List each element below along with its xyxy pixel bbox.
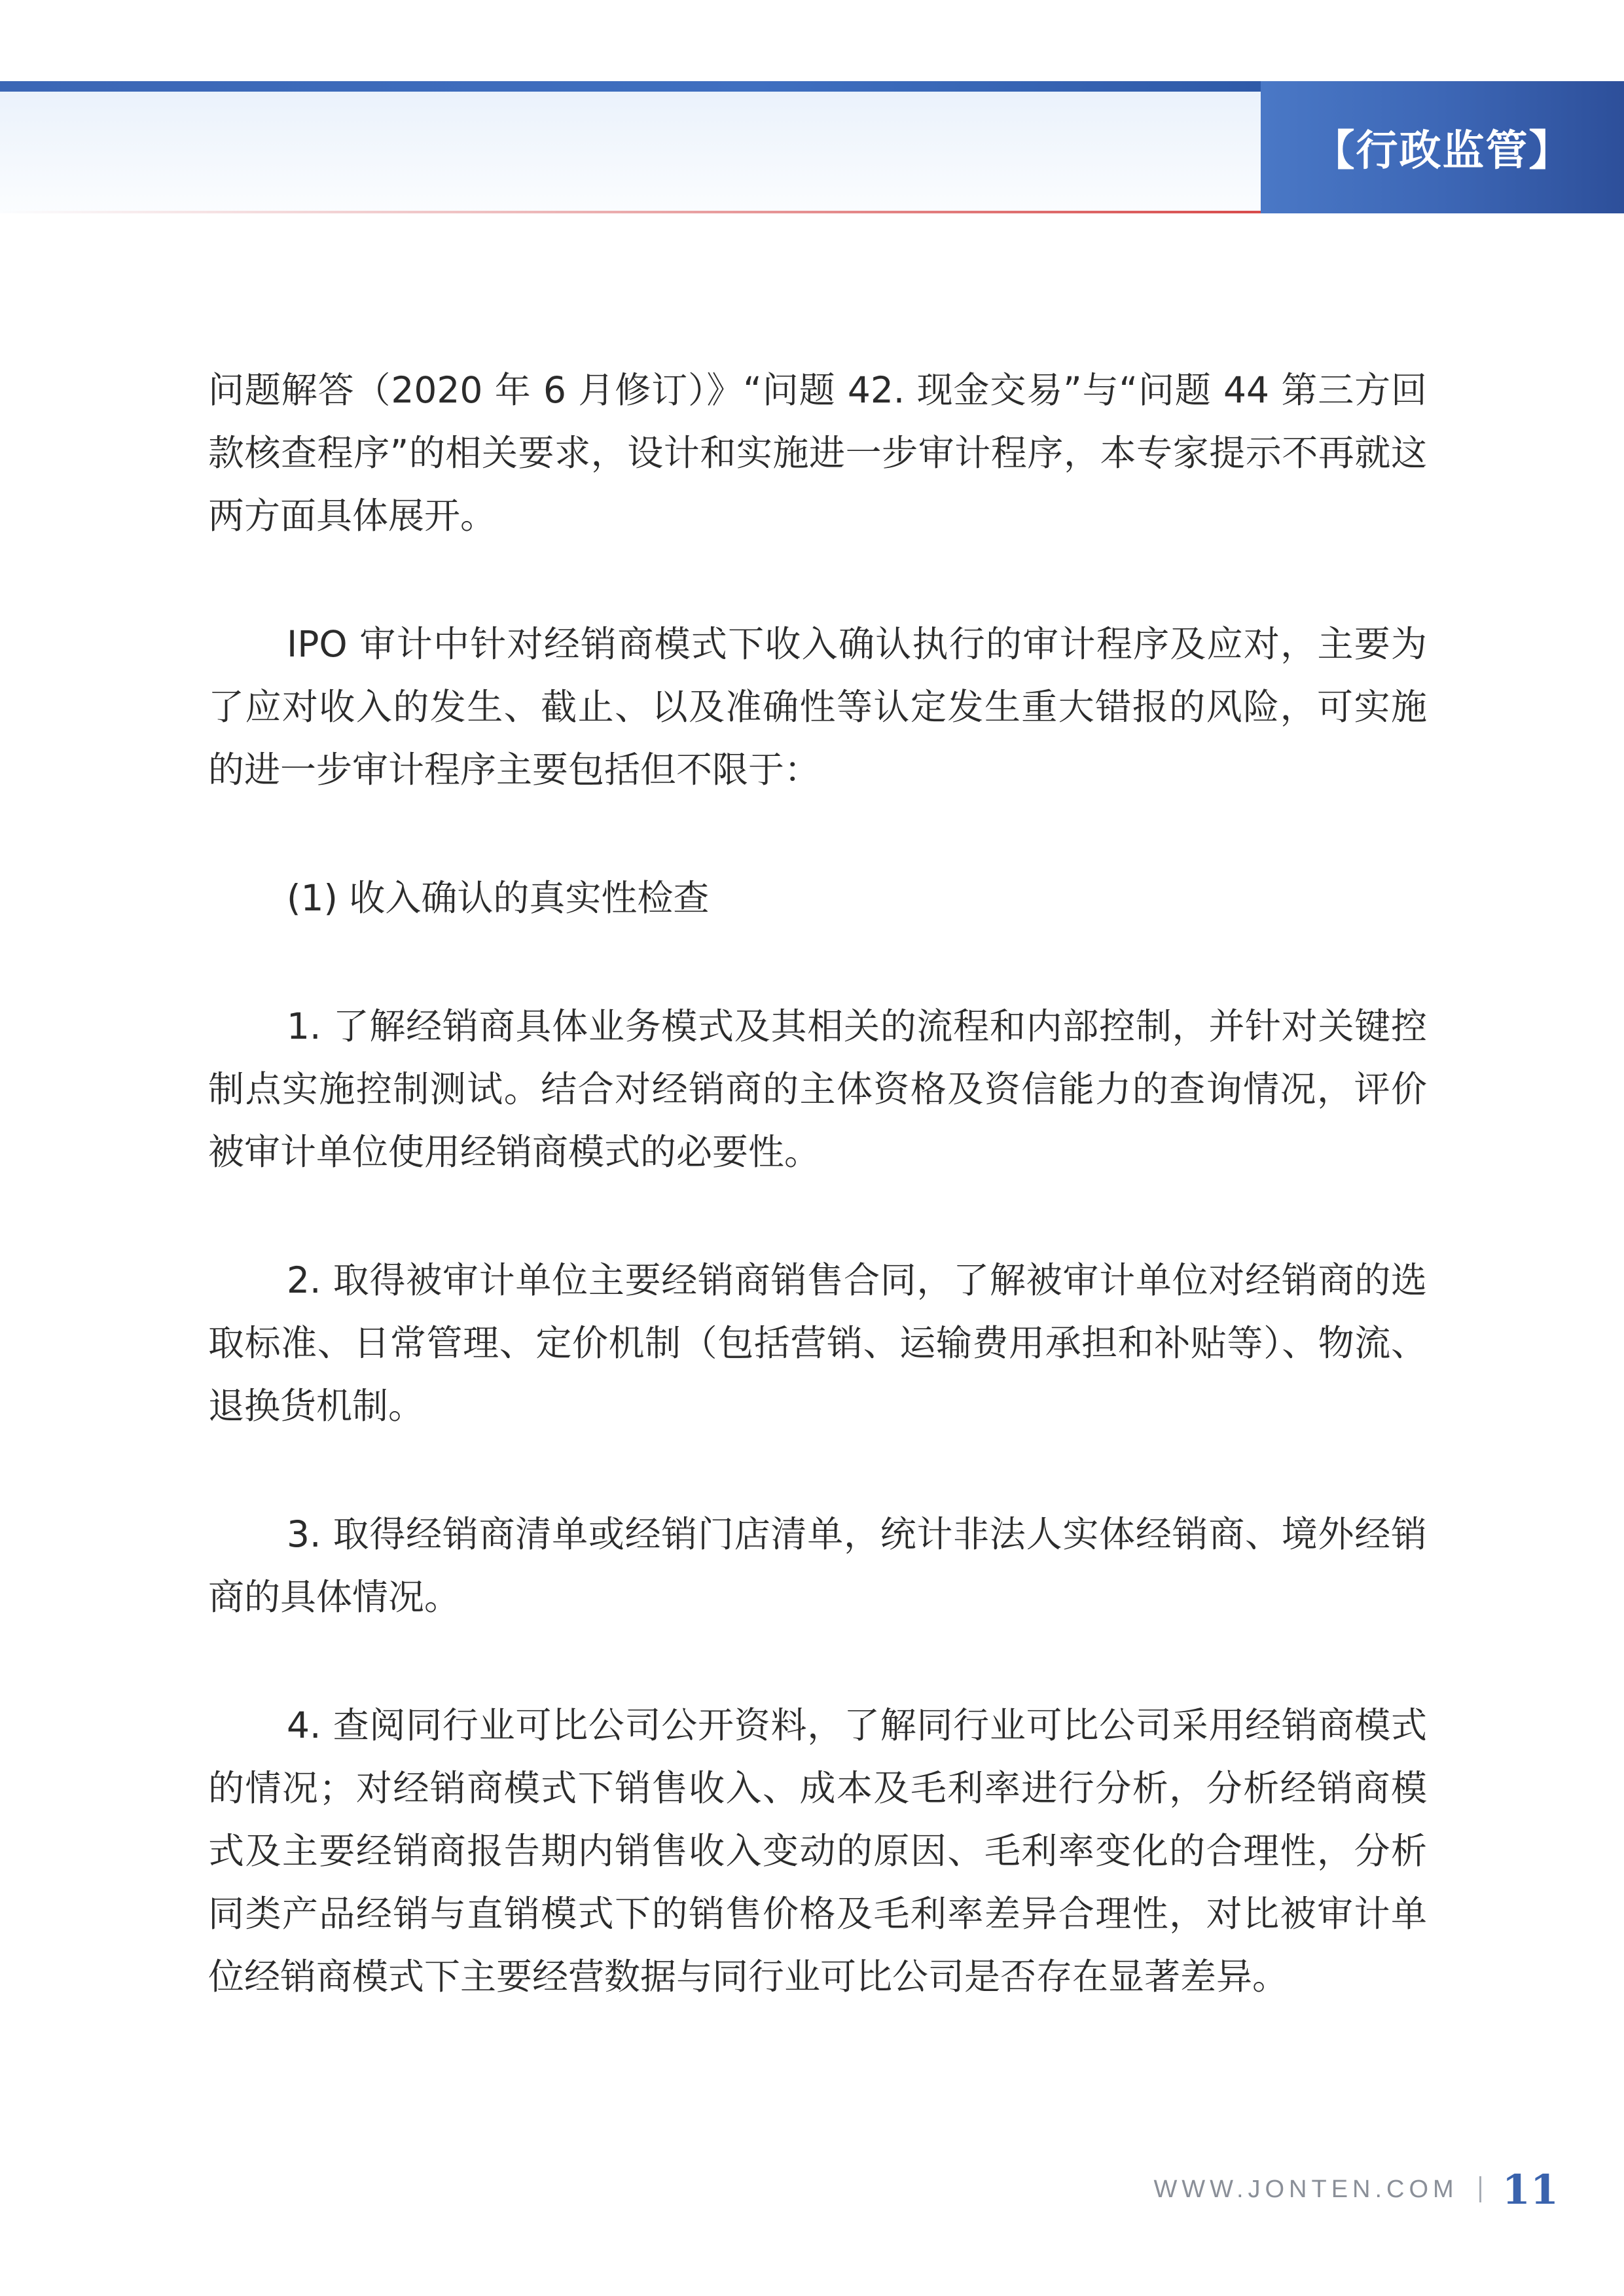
page-footer <box>1153 2160 1559 2219</box>
paragraph-intro: IPO 审计中针对经销商模式下收入确认执行的审计程序及应对，主要为了应对收入的发生、截止、以及准确性等认定发生重大错报的风险，可实施的进一步审计程序主要包括但不限于： <box>208 623 1427 791</box>
section-tag-label: 【行政监管】 <box>1312 127 1572 175</box>
page-number: 11 <box>1502 2165 1559 2214</box>
footer-divider <box>1479 2176 1481 2202</box>
footer-website: WWW.JONTEN.COM <box>1153 2175 1458 2203</box>
paragraph-item-1: 1. 了解经销商具体业务模式及其相关的流程和内部控制，并针对关键控制点实施控制测试。结合对经销商的主体资格及资信能力的查询情况，评价被审计单位使用经销商模式的必要性。 <box>208 1005 1427 1173</box>
article-body <box>208 359 1427 2073</box>
paragraph-continued: 问题解答（2020 年 6 月修订）》“问题 42. 现金交易”与“问题 44 第三方回款核查程序”的相关要求，设计和实施进一步审计程序，本专家提示不再就这两方面具体展开。 <box>208 369 1427 537</box>
subheading-authenticity-check: (1) 收入确认的真实性检查 <box>287 877 710 919</box>
paragraph-item-3: 3. 取得经销商清单或经销门店清单，统计非法人实体经销商、境外经销商的具体情况。 <box>208 1513 1427 1618</box>
paragraph-item-4: 4. 查阅同行业可比公司公开资料，了解同行业可比公司采用经销商模式的情况；对经销商模式下销售收入、成本及毛利率进行分析，分析经销商模式及主要经销商报告期内销售收入变动的原因、毛利率变化的合理性，分析同类产品经销与直销模式下的销售价格及毛利率差异合理性，对比被审计单位经销商模式下主要经营数据与同行业可比公司是否存在显著差异。 <box>208 1704 1427 1998</box>
header-top-rule <box>0 81 1261 92</box>
header-band <box>0 81 1261 213</box>
section-tag <box>1261 81 1624 213</box>
paragraph-item-2: 2. 取得被审计单位主要经销商销售合同，了解被审计单位对经销商的选取标准、日常管理、定价机制（包括营销、运输费用承担和补贴等）、物流、退换货机制。 <box>208 1259 1427 1427</box>
header-bottom-rule <box>0 211 1261 213</box>
